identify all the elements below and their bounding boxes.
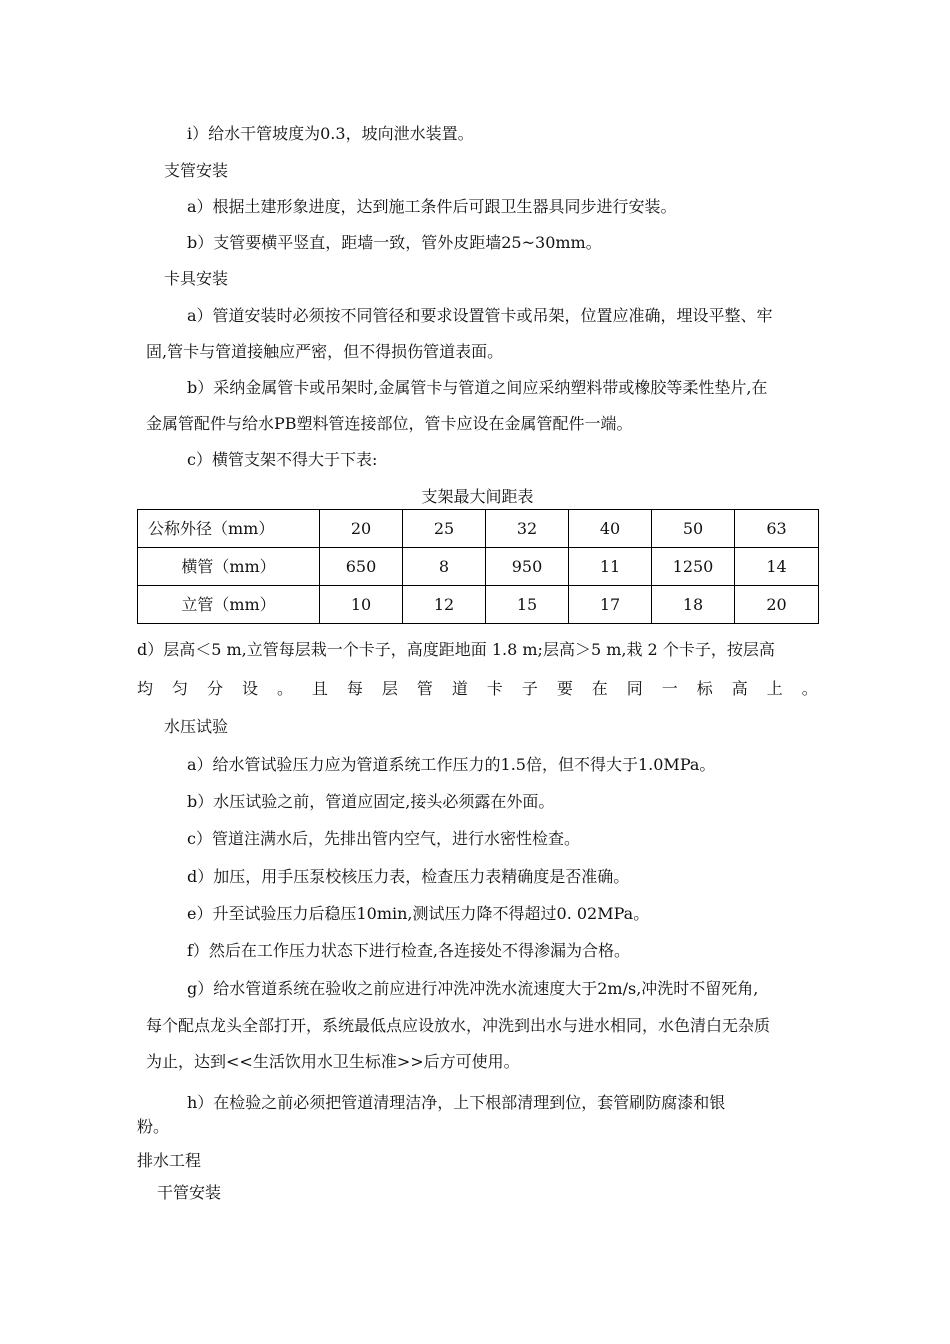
paragraph-i: i）给水干管坡度为0.3，坡向泄水装置。 <box>187 124 474 143</box>
table-cell: 950 <box>486 548 569 586</box>
table-cell: 1250 <box>652 548 735 586</box>
justified-char: 均 <box>137 679 154 698</box>
heading-drainage: 排水工程 <box>137 1151 202 1170</box>
heading-pressure-test: 水压试验 <box>164 717 229 736</box>
paragraph-pressure-b: b）水压试验之前，管道应固定,接头必须露在外面。 <box>187 792 555 811</box>
paragraph-d-line2 <box>137 679 818 699</box>
table-cell: 15 <box>486 586 569 624</box>
justified-char: 子 <box>521 679 538 698</box>
paragraph-clamp-b-line2: 金属管配件与给水PB塑料管连接部位，管卡应设在金属管配件一端。 <box>146 414 633 433</box>
justified-char: 标 <box>696 679 713 698</box>
justified-char: 。 <box>276 679 293 698</box>
paragraph-pressure-e: e）升至试验压力后稳压10min,测试压力降不得超过0. 02MPa。 <box>187 904 650 923</box>
justified-char: 同 <box>626 679 643 698</box>
table-row-header: 立管（mm） <box>138 586 320 624</box>
paragraph-clamp-a-line1: a）管道安装时必须按不同管径和要求设置管卡或吊架，位置应准确，埋设平整、牢 <box>187 306 773 325</box>
table-cell: 11 <box>569 548 652 586</box>
justified-char: 卡 <box>486 679 503 698</box>
paragraph-branch-b: b）支管要横平竖直，距墙一致，管外皮距墙25~30mm。 <box>187 233 602 252</box>
paragraph-pressure-d: d）加压，用手压泵校核压力表，检查压力表精确度是否准确。 <box>187 867 630 886</box>
table-caption: 支架最大间距表 <box>421 487 534 506</box>
table-cell: 17 <box>569 586 652 624</box>
paragraph-pressure-h-line1: h）在检验之前必须把管道清理洁净，上下根部清理到位，套管刷防腐漆和银 <box>187 1093 726 1112</box>
paragraph-pressure-c: c）管道注满水后，先排出管内空气，进行水密性检查。 <box>187 829 580 848</box>
heading-clamp-install: 卡具安装 <box>164 269 229 288</box>
table-cell: 50 <box>652 510 735 548</box>
paragraph-clamp-c: c）横管支架不得大于下表: <box>187 450 378 469</box>
table-cell: 8 <box>403 548 486 586</box>
table-row <box>138 510 819 548</box>
justified-char: 道 <box>451 679 468 698</box>
support-spacing-table <box>137 509 819 624</box>
table-cell: 20 <box>735 586 819 624</box>
table-cell: 14 <box>735 548 819 586</box>
paragraph-pressure-g-line1: g）给水管道系统在验收之前应进行冲洗冲洗水流速度大于2m/s,冲洗时不留死角, <box>187 979 759 998</box>
table-cell: 10 <box>320 586 403 624</box>
paragraph-clamp-b-line1: b）采纳金属管卡或吊架时,金属管卡与管道之间应采纳塑料带或橡胶等柔性垫片,在 <box>187 378 768 397</box>
justified-char: 上 <box>766 679 783 698</box>
paragraph-pressure-a: a）给水管试验压力应为管道系统工作压力的1.5倍，但不得大于1.0MPa。 <box>187 755 716 774</box>
table-cell: 12 <box>403 586 486 624</box>
justified-char: 匀 <box>171 679 188 698</box>
justified-char: 。 <box>801 679 818 698</box>
justified-char: 层 <box>381 679 398 698</box>
table-cell: 20 <box>320 510 403 548</box>
table-row-header: 横管（mm） <box>138 548 320 586</box>
table-cell: 650 <box>320 548 403 586</box>
justified-char: 高 <box>731 679 748 698</box>
justified-char: 一 <box>661 679 678 698</box>
paragraph-pressure-h-line2: 粉。 <box>137 1117 170 1136</box>
heading-main-pipe-install: 干管安装 <box>157 1183 222 1202</box>
table-row-header: 公称外径（mm） <box>138 510 320 548</box>
paragraph-branch-a: a）根据土建形象进度，达到施工条件后可跟卫生器具同步进行安装。 <box>187 197 677 216</box>
justified-char: 每 <box>346 679 363 698</box>
table-row <box>138 548 819 586</box>
paragraph-pressure-g-line2: 每个配点龙头全部打开，系统最低点应设放水，冲洗到出水与进水相同，水色清白无杂质 <box>146 1016 771 1035</box>
paragraph-pressure-g-line3: 为止，达到<<生活饮用水卫生标准>>后方可使用。 <box>146 1052 520 1071</box>
paragraph-clamp-a-line2: 固,管卡与管道接触应严密，但不得损伤管道表面。 <box>146 342 504 361</box>
paragraph-d-line1: d）层高＜5 m,立管每层栽一个卡子，高度距地面 1.8 m;层高＞5 m,栽 2 个卡子，按层高 <box>137 640 775 659</box>
justified-char: 要 <box>556 679 573 698</box>
table-cell: 25 <box>403 510 486 548</box>
justified-char: 且 <box>311 679 328 698</box>
table-row <box>138 586 819 624</box>
justified-char: 分 <box>206 679 223 698</box>
justified-char: 在 <box>591 679 608 698</box>
table-cell: 40 <box>569 510 652 548</box>
table-cell: 32 <box>486 510 569 548</box>
paragraph-pressure-f: f）然后在工作压力状态下进行检查,各连接处不得渗漏为合格。 <box>187 941 631 960</box>
justified-char: 设 <box>241 679 258 698</box>
justified-char: 管 <box>416 679 433 698</box>
heading-branch-install: 支管安装 <box>164 161 229 180</box>
table-cell: 18 <box>652 586 735 624</box>
table-cell: 63 <box>735 510 819 548</box>
